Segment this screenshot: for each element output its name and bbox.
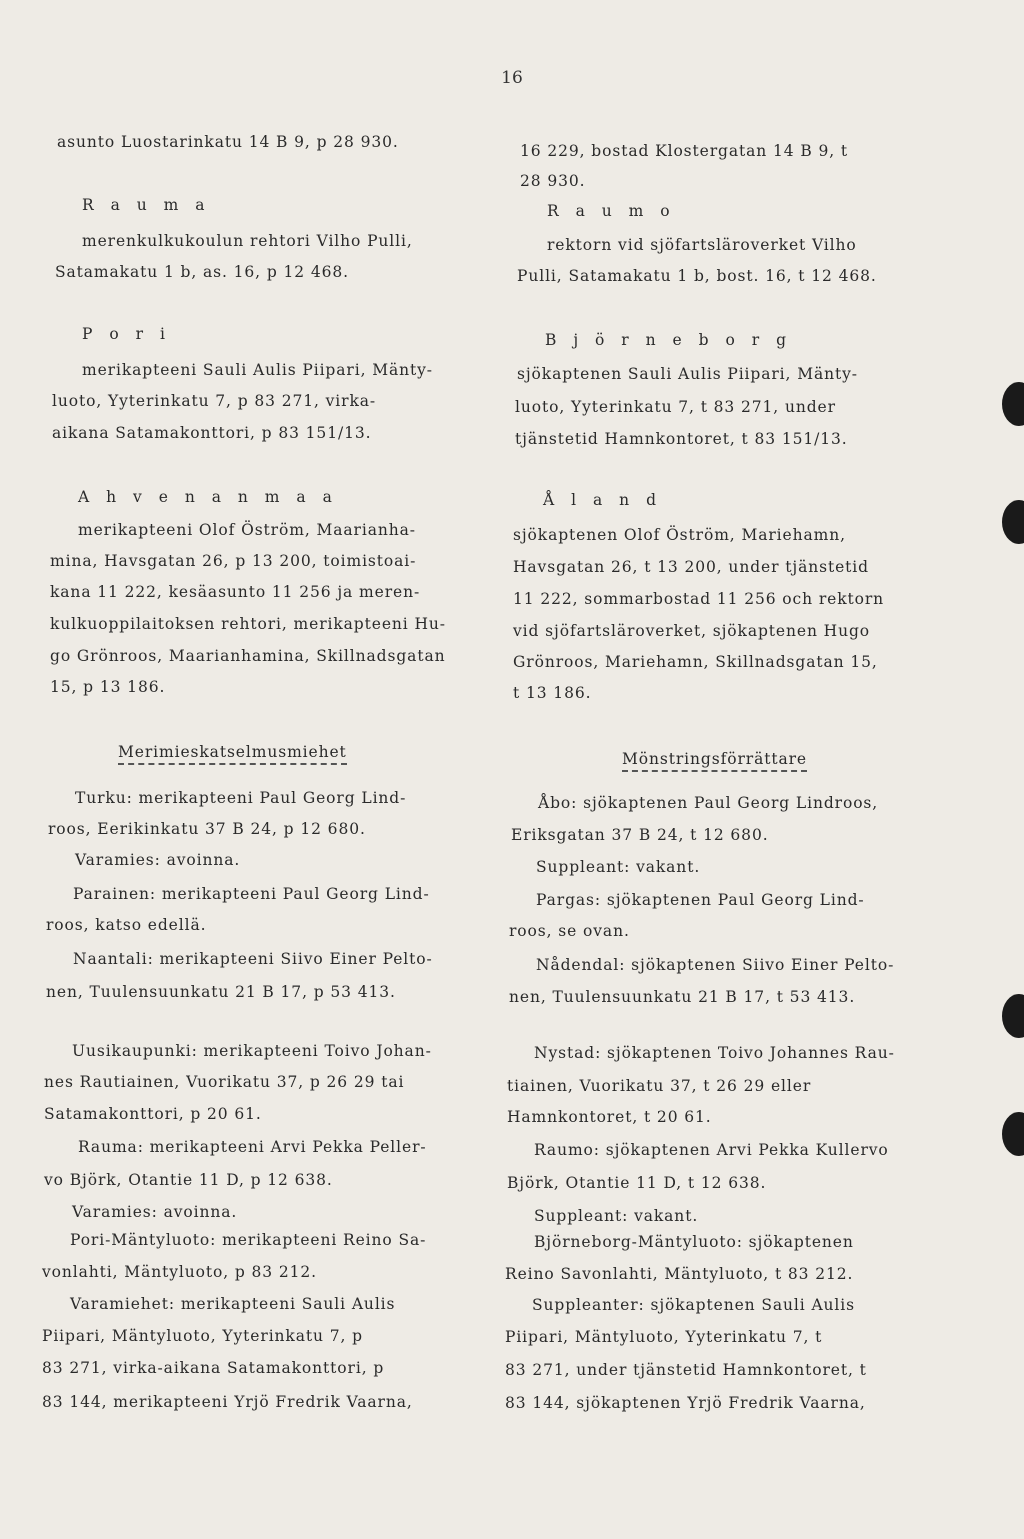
text-line: kana 11 222, kesäasunto 11 256 ja meren-	[50, 583, 421, 601]
text-line: t 13 186.	[513, 684, 592, 702]
text-line: roos, Eerikinkatu 37 B 24, p 12 680.	[48, 820, 366, 838]
text-line: Havsgatan 26, t 13 200, under tjänstetid	[513, 558, 869, 576]
text-line: Uusikaupunki: merikapteeni Toivo Johan-	[72, 1042, 432, 1060]
text-line: Nystad: sjökaptenen Toivo Johannes Rau-	[534, 1044, 895, 1062]
text-line: aikana Satamakonttori, p 83 151/13.	[52, 424, 372, 442]
section-heading-aland: Å l a n d	[543, 491, 663, 509]
text-line: 83 271, virka-aikana Satamakonttori, p	[42, 1359, 385, 1377]
text-line: Piipari, Mäntyluoto, Yyterinkatu 7, p	[42, 1327, 363, 1345]
text-line: Piipari, Mäntyluoto, Yyterinkatu 7, t	[505, 1328, 823, 1346]
text-line: rektorn vid sjöfartsläroverket Vilho	[547, 236, 857, 254]
text-line: Suppleant: vakant.	[536, 858, 701, 876]
binder-hole	[1002, 1112, 1024, 1156]
text-line: Björneborg-Mäntyluoto: sjökaptenen	[534, 1233, 854, 1251]
text-line: vonlahti, Mäntyluoto, p 83 212.	[42, 1263, 317, 1281]
text-line: sjökaptenen Sauli Aulis Piipari, Mänty-	[517, 365, 858, 383]
section-heading-monstringsforrattare: Mönstringsförrättare	[622, 750, 807, 772]
text-line: nen, Tuulensuunkatu 21 B 17, t 53 413.	[509, 988, 856, 1006]
section-heading-ahvenanmaa: A h v e n a n m a a	[78, 488, 338, 506]
text-line: Naantali: merikapteeni Siivo Einer Pelto-	[73, 950, 433, 968]
text-line: Satamakonttori, p 20 61.	[44, 1105, 262, 1123]
text-line: asunto Luostarinkatu 14 B 9, p 28 930.	[57, 133, 399, 151]
text-line: Satamakatu 1 b, as. 16, p 12 468.	[55, 263, 349, 281]
text-line: tiainen, Vuorikatu 37, t 26 29 eller	[507, 1077, 812, 1095]
text-line: 28 930.	[520, 172, 586, 190]
text-line: 83 144, merikapteeni Yrjö Fredrik Vaarna,	[42, 1393, 413, 1411]
text-line: luoto, Yyterinkatu 7, t 83 271, under	[515, 398, 836, 416]
page-number: 16	[501, 68, 523, 88]
text-line: 16 229, bostad Klostergatan 14 B 9, t	[520, 142, 849, 160]
text-line: mina, Havsgatan 26, p 13 200, toimistoai-	[50, 552, 417, 570]
text-line: luoto, Yyterinkatu 7, p 83 271, virka-	[52, 392, 377, 410]
text-line: merikapteeni Sauli Aulis Piipari, Mänty-	[82, 361, 433, 379]
text-line: roos, se ovan.	[509, 922, 630, 940]
text-line: 83 144, sjökaptenen Yrjö Fredrik Vaarna,	[505, 1394, 866, 1412]
text-line: Turku: merikapteeni Paul Georg Lind-	[75, 789, 407, 807]
text-line: Suppleant: vakant.	[534, 1207, 699, 1225]
text-line: Parainen: merikapteeni Paul Georg Lind-	[73, 885, 430, 903]
section-heading-raumo: R a u m o	[547, 202, 676, 220]
text-line: Pulli, Satamakatu 1 b, bost. 16, t 12 468.	[517, 267, 877, 285]
text-line: Pargas: sjökaptenen Paul Georg Lind-	[536, 891, 865, 909]
text-line: Nådendal: sjökaptenen Siivo Einer Pelto-	[536, 956, 895, 974]
text-line: nes Rautiainen, Vuorikatu 37, p 26 29 tai	[44, 1073, 405, 1091]
text-line: Grönroos, Mariehamn, Skillnadsgatan 15,	[513, 653, 878, 671]
text-line: 15, p 13 186.	[50, 678, 166, 696]
text-line: Suppleanter: sjökaptenen Sauli Aulis	[532, 1296, 856, 1314]
text-line: Björk, Otantie 11 D, t 12 638.	[507, 1174, 767, 1192]
section-heading-rauma: R a u m a	[82, 196, 211, 214]
section-heading-merimieskatselmusmiehet: Merimieskatselmusmiehet	[118, 743, 347, 765]
text-line: Varamiehet: merikapteeni Sauli Aulis	[70, 1295, 396, 1313]
text-line: Varamies: avoinna.	[72, 1203, 238, 1221]
text-line: Eriksgatan 37 B 24, t 12 680.	[511, 826, 769, 844]
text-line: kulkuoppilaitoksen rehtori, merikapteeni Hu-	[50, 615, 446, 633]
text-line: Reino Savonlahti, Mäntyluoto, t 83 212.	[505, 1265, 854, 1283]
text-line: Åbo: sjökaptenen Paul Georg Lindroos,	[538, 794, 879, 812]
text-line: merikapteeni Olof Öström, Maarianha-	[78, 521, 416, 539]
text-line: nen, Tuulensuunkatu 21 B 17, p 53 413.	[46, 983, 396, 1001]
binder-hole	[1002, 500, 1024, 544]
text-line: go Grönroos, Maarianhamina, Skillnadsgatan	[50, 647, 446, 665]
text-line: Rauma: merikapteeni Arvi Pekka Peller-	[78, 1138, 427, 1156]
text-line: Pori-Mäntyluoto: merikapteeni Reino Sa-	[70, 1231, 427, 1249]
text-line: tjänstetid Hamnkontoret, t 83 151/13.	[515, 430, 848, 448]
binder-hole	[1002, 994, 1024, 1038]
section-heading-pori: P o r i	[82, 325, 171, 343]
text-line: roos, katso edellä.	[46, 916, 207, 934]
text-line: vo Björk, Otantie 11 D, p 12 638.	[44, 1171, 333, 1189]
text-line: Hamnkontoret, t 20 61.	[507, 1108, 712, 1126]
text-line: 83 271, under tjänstetid Hamnkontoret, t	[505, 1361, 867, 1379]
binder-hole	[1002, 382, 1024, 426]
text-line: 11 222, sommarbostad 11 256 och rektorn	[513, 590, 885, 608]
text-line: Varamies: avoinna.	[75, 851, 241, 869]
text-line: sjökaptenen Olof Öström, Mariehamn,	[513, 526, 846, 544]
text-line: vid sjöfartsläroverket, sjökaptenen Hugo	[513, 622, 871, 640]
section-heading-bjorneborg: B j ö r n e b o r g	[545, 331, 793, 349]
text-line: Raumo: sjökaptenen Arvi Pekka Kullervo	[534, 1141, 889, 1159]
text-line: merenkulkukoulun rehtori Vilho Pulli,	[82, 232, 413, 250]
